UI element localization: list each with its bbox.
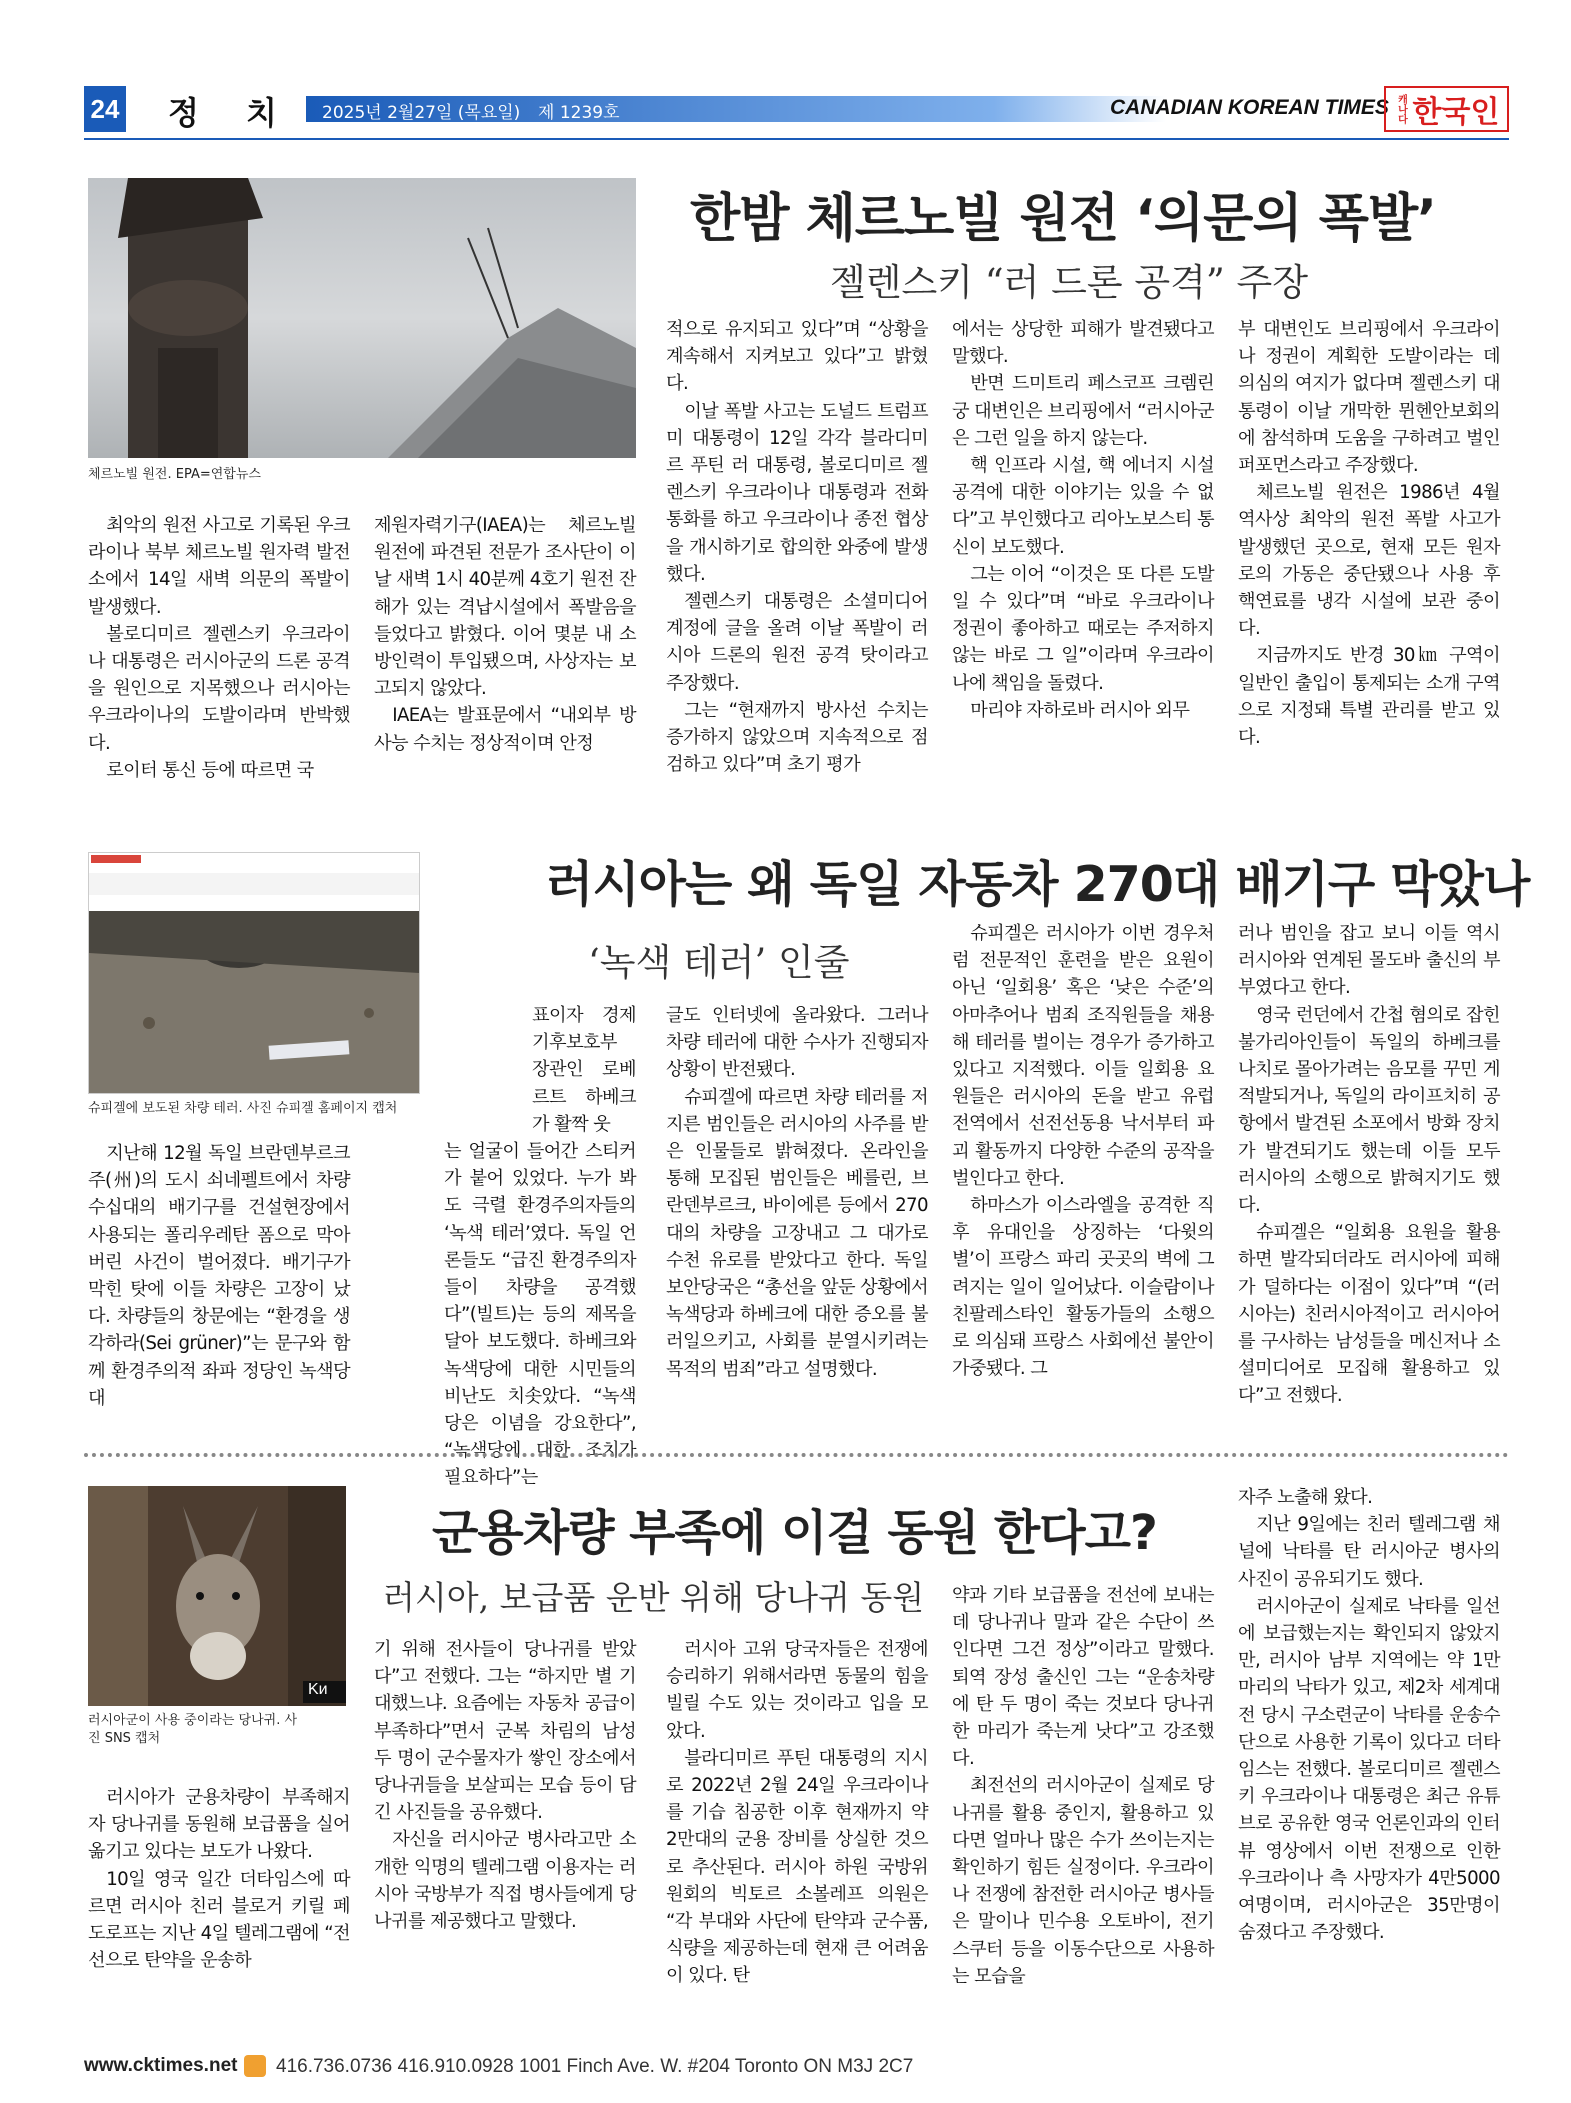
paragraph: 적으로 유지되고 있다”며 “상황을 계속해서 지켜보고 있다”고 밝혔다. bbox=[666, 319, 928, 395]
paragraph: 지난해 12월 독일 브란덴부르크주(州)의 도시 쇠네펠트에서 차량 수십대의 배기구를 건설현장에서 사용되는 폴리우레탄 폼으로 막아버린 사건이 벌어졌다. 배기구가 막힌 탓에 이들 차량은 고장이 났다. 차량들의 창문에는 “환경을 생각하라(Sei grüner)”는 문구와 함께 환경주의적 좌파 정당인 녹색당 대 bbox=[88, 1143, 350, 1409]
paragraph: 에서는 상당한 피해가 발견됐다고 말했다. bbox=[952, 319, 1214, 368]
article2-column-5 bbox=[1238, 920, 1500, 1410]
article1-column-2 bbox=[374, 512, 636, 757]
article2-column-1 bbox=[88, 1140, 350, 1412]
paragraph: 표이자 경제 기후보호부 장관인 로베르트 하베크가 활짝 웃 bbox=[532, 1005, 636, 1135]
paragraph: 최전선의 러시아군이 실제로 당나귀를 활용 중인지, 활용하고 있다면 얼마나 많은 수가 쓰이는지는 확인하기 힘든 실정이다. 우크라이나 전쟁에 참전한 러시아군 병사들은 말이나 민수용 오토바이, 전기 스쿠터 등을 이동수단으로 사용하는 모습을 bbox=[952, 1775, 1214, 1987]
article3-column-4 bbox=[952, 1582, 1214, 1990]
issue-date: 2025년 2월27일 (목요일) bbox=[322, 103, 521, 123]
article2-column-4 bbox=[952, 920, 1214, 1382]
paragraph: 지난 9일에는 친러 텔레그램 채널에 낙타를 탄 러시아군 병사의 사진이 공유되기도 했다. bbox=[1238, 1514, 1500, 1590]
paragraph: 볼로디미르 젤렌스키 우크라이나 대통령은 러시아군의 드론 공격을 원인으로 지목했으나 러시아는 우크라이나의 도발이라며 반박했다. bbox=[88, 623, 350, 754]
issue-number: 제 1239호 bbox=[538, 103, 620, 123]
paragraph: 슈피겔은 “일회용 요원을 활용하면 발각되더라도 러시아에 피해가 덜하다는 이점이 있다”며 “(러시아는) 친러시아적이고 러시아어를 구사하는 남성들을 메신저나 소셜미디어로 모집해 활용하고 있다”고 전했다. bbox=[1238, 1222, 1500, 1407]
paragraph: 로이터 통신 등에 따르면 국 bbox=[106, 759, 314, 781]
article3-subhead: 러시아, 보급품 운반 위해 당나귀 동원 bbox=[383, 1578, 925, 1617]
paragraph: 자주 노출해 왔다. bbox=[1238, 1487, 1373, 1508]
article2-column-3 bbox=[666, 1002, 928, 1383]
contact-info: 416.736.0736 416.910.0928 1001 Finch Ave. W. #204 Toronto ON M3J 2C7 bbox=[276, 2056, 914, 2077]
paragraph: 제원자력기구(IAEA)는 체르노빌 원전에 파견된 전문가 조사단이 이날 새벽 1시 40분께 4호기 원전 잔해가 있는 격납시설에서 폭발음을 들었다고 밝혔다. 이어 몇분 내 소방인력이 투입됐으며, 사상자는 보고되지 않았다. bbox=[374, 515, 636, 700]
paragraph: 슈피겔에 따르면 차량 테러를 저지른 범인들은 러시아의 사주를 받은 인물들로 밝혀졌다. 온라인을 통해 모집된 범인들은 베를린, 브란덴부르크, 바이에른 등에서 270대의 차량을 고장내고 그 대가로 수천 유로를 받았다고 한다. 독일 보안당국은 “총선을 앞둔 상황에서 녹색당과 하베크에 대한 증오를 불러일으키고, 사회를 분열시키려는 목적의 범죄”라고 설명했다. bbox=[666, 1086, 928, 1380]
article1-headline: 한밤 체르노빌 원전 ‘의문의 폭발’ bbox=[690, 189, 1436, 249]
paragraph: 는 얼굴이 들어간 스티커가 붙어 있었다. 누가 봐도 극렬 환경주의자들의 ‘녹색 테러’였다. 독일 언론들도 “급진 환경주의자들이 차량을 공격했다”(빌트)는 등의 제목을 달아 보도했다. 하베크와 녹색당에 대한 시민들의 비난도 치솟았다. “녹색당은 이념을 강요한다”, “녹색당에 대한 조치가 필요하다”는 bbox=[444, 1141, 636, 1489]
paragraph: 영국 런던에서 간첩 혐의로 잡힌 불가리아인들이 독일의 하베크를 나치로 몰아가려는 음모를 꾸민 게 적발되거나, 독일의 라이프치히 공항에서 발견된 소포에서 방화 장치가 발견되기도 했는데 이들 모두 러시아의 소행으로 밝혀지기도 했다. bbox=[1238, 1004, 1500, 1217]
paragraph: 러나 범인을 잡고 보니 이들 역시 러시아와 연계된 몰도바 출신의 부부였다고 한다. bbox=[1238, 923, 1500, 999]
paragraph: 그는 이어 “이것은 또 다른 도발일 수 있다”며 “바로 우크라이나 정권이 좋아하고 때로는 주저하지 않는 바로 그 일”이라며 우크라이나에 책임을 돌렸다. bbox=[952, 563, 1214, 694]
chernobyl-photo bbox=[88, 178, 636, 458]
page-number: 24 bbox=[84, 86, 126, 132]
paragraph: 지금까지도 반경 30㎞ 구역이 일반인 출입이 통제되는 소개 구역으로 지정돼 특별 관리를 받고 있다. bbox=[1238, 645, 1500, 749]
article1-column-3 bbox=[666, 316, 928, 778]
paragraph: 반면 드미트리 페스코프 크렘린궁 대변인은 브리핑에서 “러시아군은 그런 일을 하지 않는다. bbox=[952, 373, 1214, 449]
paragraph: 자신을 러시아군 병사라고만 소개한 익명의 텔레그램 이용자는 러시아 국방부가 직접 병사들에게 당나귀를 제공했다고 말했다. bbox=[374, 1829, 636, 1933]
page-header bbox=[84, 86, 1509, 134]
donkey-photo bbox=[88, 1486, 346, 1706]
donkey-photo-art bbox=[88, 1486, 346, 1706]
section-title: 정 치 bbox=[168, 94, 295, 132]
paragraph: 약과 기타 보급품을 전선에 보내는데 당나귀나 말과 같은 수단이 쓰인다면 그건 정상”이라고 말했다. 퇴역 장성 출신인 그는 “운송차량에 탄 두 명이 죽는 것보다 당나귀 한 마리가 죽는게 낫다”고 강조했다. bbox=[952, 1585, 1214, 1770]
paragraph: 그는 “현재까지 방사선 수치는 증가하지 않았으며 지속적으로 점검하고 있다”며 초기 평가 bbox=[666, 699, 928, 776]
paragraph: 10일 영국 일간 더타임스에 따르면 러시아 친러 블로거 키릴 페도로프는 지난 4일 텔레그램에 “전선으로 탄약을 운송하 bbox=[88, 1868, 350, 1972]
website-link[interactable]: www.cktimes.net bbox=[84, 2055, 238, 2076]
article3-column-1 bbox=[88, 1784, 350, 1974]
article3-column-3 bbox=[666, 1636, 928, 1990]
paragraph: 블라디미르 푸틴 대통령의 지시로 2022년 2월 24일 우크라이나를 기습 침공한 이후 현재까지 약 2만대의 군용 장비를 상실한 것으로 추산된다. 러시아 하원 국방위원회의 빅토르 소볼레프 의원은 “각 부대와 사단에 탄약과 군수품, 식량을 제공하는데 현재 큰 어려움이 있다. 탄 bbox=[666, 1747, 928, 1987]
paragraph: IAEA는 발표문에서 “내외부 방사능 수치는 정상적이며 안정 bbox=[374, 705, 636, 754]
paragraph: 러시아가 군용차량이 부족해지자 당나귀를 동원해 보급품을 실어 옮기고 있다는 보도가 나왔다. bbox=[88, 1787, 350, 1863]
paragraph: 글도 인터넷에 올라왔다. 그러나 차량 테러에 대한 수사가 진행되자 상황이 반전됐다. bbox=[666, 1005, 928, 1081]
paragraph: 러시아 고위 당국자들은 전쟁에 승리하기 위해서라면 동물의 힘을 빌릴 수도 있는 것이라고 입을 모았다. bbox=[666, 1639, 928, 1742]
article1-column-4 bbox=[952, 316, 1214, 724]
article2-headline: 러시아는 왜 독일 자동차 270대 배기구 막았나 bbox=[546, 856, 1530, 913]
spiegel-photo-caption: 슈피겔에 보도된 차량 테러. 사진 슈피겔 홈페이지 캡처 bbox=[88, 1101, 398, 1116]
spiegel-screenshot-art bbox=[89, 853, 419, 1093]
chernobyl-photo-caption: 체르노빌 원전. EPA=연합뉴스 bbox=[88, 467, 261, 482]
paragraph: 기 위해 전사들이 당나귀를 받았다”고 전했다. 그는 “하지만 별 기대했느냐. 요즘에는 자동차 공급이 부족하다”면서 군복 차림의 남성 두 명이 군수물자가 쌓인 장소에서 당나귀들을 보살피는 모습 등이 담긴 사진들을 공유했다. bbox=[374, 1639, 636, 1824]
article1-subhead: 젤렌스키 “러 드론 공격” 주장 bbox=[830, 261, 1309, 304]
chernobyl-photo-art bbox=[88, 178, 636, 458]
article3-column-5 bbox=[1238, 1484, 1500, 1946]
donkey-photo-caption: 러시아군이 사용 중이라는 당나귀. 사진 SNS 캡처 bbox=[88, 1713, 298, 1746]
section-divider bbox=[84, 1453, 1509, 1457]
article2-subhead: ‘녹색 테러’ 인줄 bbox=[588, 941, 850, 984]
article2-column-2-top bbox=[532, 1002, 636, 1138]
paragraph: 최악의 원전 사고로 기록된 우크라이나 북부 체르노빌 원자력 발전소에서 14일 새벽 의문의 폭발이 발생했다. bbox=[88, 515, 350, 618]
paragraph: 슈피겔은 러시아가 이번 경우처럼 전문적인 훈련을 받은 요원이 아닌 ‘일회용’ 혹은 ‘낮은 수준’의 아마추어나 범죄 조직원들을 채용해 테러를 벌이는 경우가 증가하고 있다고 지적했다. 이들 일회용 요원들은 러시아의 돈을 받고 유럽 전역에서 선전선동용 낙서부터 파괴 활동까지 다양한 수준의 공작을 벌인다고 한다. bbox=[952, 923, 1214, 1189]
paragraph: 젤렌스키 대통령은 소셜미디어 계정에 글을 올려 이날 폭발이 러시아 드론의 원전 공격 탓이라고 주장했다. bbox=[666, 591, 928, 694]
article2-column-2 bbox=[374, 1138, 636, 1492]
brand-logo-small: 캐나다 bbox=[1395, 94, 1407, 124]
page-footer bbox=[84, 2055, 1084, 2081]
article3-column-2 bbox=[374, 1636, 636, 1935]
paragraph: 부 대변인도 브리핑에서 우크라이나 정권이 계획한 도발이라는 데 의심의 여지가 없다며 젤렌스키 대통령이 이날 개막한 뮌헨안보회의에 참석하며 도움을 구하려고 벌인 퍼포먼스라고 주장했다. bbox=[1238, 319, 1500, 477]
article3-headline: 군용차량 부족에 이걸 동원 한다고? bbox=[432, 1505, 1157, 1561]
paragraph: 하마스가 이스라엘을 공격한 직후 유대인을 상징하는 ‘다윗의 별’이 프랑스 파리 곳곳의 벽에 그려지는 일이 일어났다. 이슬람이나 친팔레스타인 활동가들의 소행으로 의심돼 프랑스 사회에선 불안이 가중됐다. 그 bbox=[952, 1195, 1214, 1380]
brand-name-english: CANADIAN KOREAN TIMES bbox=[1110, 96, 1389, 119]
spiegel-screenshot-photo bbox=[88, 852, 420, 1094]
paragraph: 러시아군이 실제로 낙타를 일선에 보급했는지는 확인되지 않았지만, 러시아 남부 지역에는 약 1만 마리의 낙타가 있고, 제2차 세계대전 당시 구소련군이 낙타를 운송수단으로 사용한 기록이 있다고 더타임스는 전했다. 볼로디미르 젤렌스키 우크라이나 대통령은 최근 유튜브로 공유한 영국 언론인과의 인터뷰 영상에서 이번 전쟁으로 인한 우크라이나 측 사망자가 4만5000여명이며, 러시아군은 35만명이 숨졌다고 주장했다. bbox=[1238, 1595, 1500, 1944]
article1-column-1 bbox=[88, 512, 350, 784]
paragraph: 이날 폭발 사고는 도널드 트럼프 미 대통령이 12일 각각 블라디미르 푸틴 러 대통령, 볼로디미르 젤렌스키 우크라이나 대통령과 전화 통화를 하고 우크라이나 종전 협상을 개시하기로 합의한 와중에 발생했다. bbox=[666, 400, 928, 585]
paragraph: 핵 인프라 시설, 핵 에너지 시설 공격에 대한 이야기는 있을 수 없다”고 부인했다고 리아노보스티 통신이 보도했다. bbox=[952, 455, 1214, 558]
brand-logo-text: 한국인 bbox=[1412, 95, 1500, 130]
phone-icon bbox=[244, 2055, 266, 2077]
brand-logo bbox=[1384, 86, 1509, 132]
paragraph: 마리야 자하로바 러시아 외무 bbox=[970, 699, 1190, 721]
donkey-photo-overlay-text: Kи bbox=[308, 1681, 328, 1698]
article1-column-5 bbox=[1238, 316, 1500, 751]
paragraph: 체르노빌 원전은 1986년 4월 역사상 최악의 원전 폭발 사고가 발생했던 곳으로, 현재 모든 원자로의 가동은 중단됐으나 사용 후 핵연료를 냉각 시설에 보관 중이다. bbox=[1238, 482, 1500, 640]
header-rule bbox=[84, 138, 1509, 140]
